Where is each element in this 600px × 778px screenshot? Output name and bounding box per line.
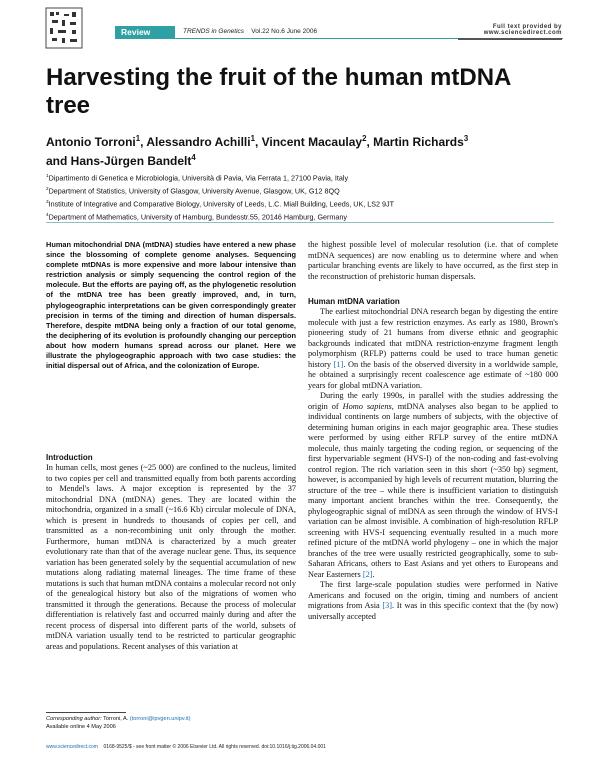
journal-name: TRENDS in Genetics bbox=[183, 28, 245, 35]
author-sup: 2 bbox=[362, 134, 367, 143]
journal-logo-icon bbox=[44, 6, 84, 50]
author-list: Antonio Torroni$^1$, Alessandro Achilli$^1$, Vincent Macaulay$^2$, Martin Richards$^3$ and Hans-Jürgen Bandelt$^4$ bbox=[46, 134, 469, 168]
affiliation: $^4$Department of Mathematics, University of Hamburg, Bundesstr.55, 20146 Hamburg, Germany bbox=[46, 211, 348, 222]
author-name: Alessandro Achilli bbox=[146, 135, 251, 149]
author-email-link[interactable]: (torroni@ipvgen.unipv.it) bbox=[129, 716, 191, 722]
abstract: Human mitochondrial DNA (mtDNA) studies have entered a new phase since the blossoming of complete genome analyses. Sequencing complete mtDNAs is more expensive and more labour intensive than restriction analysis or simply sequencing the control region of the molecule. But the efforts are paying off, as the phylogenetic resolution of the mtDNA tree has been greatly improved, and, in turn, phylogeographic interpretations can be given correspondingly greater precision in terms of the timing and direction of human dispersals. Therefore, despite mtDNA being only a fraction of our total genome, the deciphering of its evolution is profoundly changing our perception about how modern humans spread across our planet. Here we illustrate the phylogeographic approach with two case studies: the initial dispersal out of Africa, and the colonization of Europe. bbox=[46, 240, 296, 371]
variation-heading: Human mtDNA variation bbox=[308, 297, 400, 306]
footnote-label: Corresponding author: bbox=[46, 716, 102, 722]
section-divider bbox=[46, 222, 554, 223]
volume-issue: Vol.22 No.6 June 2006 bbox=[251, 28, 318, 35]
intro-text: In human cells, most genes (~25 000) are confined to the nucleus, limited to two copies per cell and transmitted equally from both parents according to Mendel's laws. A major exception is represented by the 37 mitochondrial DNA (mtDNA) genes. They are located within the mitochondria, organized in a small (~16.6 Kb) circular molecule of DNA, which is present in hundreds to thousands of copies per cell, and transmitted as a non-recombining unit only through the mother. Furthermore, human mtDNA is characterized by a much greater evolutionary rate than that of the average nuclear gene. Thus, its sequence variation has been generated solely by the sequential accumulation of new mutations along radiating maternal lineages. The time frame of these mutations is such that human mtDNA contains a molecular record not only of the genealogical history but also of the migrations of women who transmitted it through the generations. Because the process of molecular differentiation is relatively fast and occurred mainly during and after the recent process of dispersal into different parts of the world, subsets of mtDNA variation usually tend to be restricted to particular geographic areas and populations. Recent analyses of this variation at bbox=[46, 463, 296, 651]
footnote bbox=[46, 715, 296, 731]
affiliation: $^2$Department of Statistics, University of Glasgow, University Avenue, Glasgow, UK, G12 8QQ bbox=[46, 185, 340, 196]
affiliation: $^1$Dipartimento di Genetica e Microbiologia, Università di Pavia, Via Ferrata 1, 27100 Pavia, Italy bbox=[46, 173, 349, 183]
right-column bbox=[308, 240, 558, 622]
available-online: Available online 4 May 2006 bbox=[46, 724, 116, 730]
footer-site-link[interactable]: www.sciencedirect.com bbox=[46, 744, 98, 750]
author-sup: 1 bbox=[250, 134, 255, 143]
author-sup: 4 bbox=[191, 153, 196, 162]
affiliations bbox=[46, 171, 566, 223]
citation-link[interactable]: [3] bbox=[382, 601, 393, 610]
page-footer bbox=[46, 743, 558, 751]
publisher-logo-bar bbox=[458, 38, 562, 40]
author-name: Antonio Torroni bbox=[46, 135, 136, 149]
body-paragraph: The first large-scale population studies were performed in Native Americans and focused on the origin, timing and numbers of ancient migrations from Asia [3]. It was in this specific context that the (by now) universally accepted bbox=[308, 580, 558, 621]
publisher-logo-text: Full text provided by www.sciencedirect.com bbox=[483, 24, 562, 36]
article-title: Harvesting the fruit of the human mtDNA tree bbox=[46, 64, 511, 119]
citation-link[interactable]: [1] bbox=[333, 359, 344, 369]
affiliation: $^3$Institute of Integrative and Comparative Biology, University of Leeds, L.C. Miall Building, Leeds, UK, LS2 9JT bbox=[46, 198, 395, 209]
author-name: Vincent Macaulay bbox=[261, 135, 363, 149]
footnote-rule bbox=[46, 712, 126, 713]
author-name: Hans-Jürgen Bandelt bbox=[70, 154, 192, 168]
publisher-logo bbox=[458, 24, 562, 40]
footnote-author: Torroni, A. bbox=[103, 716, 129, 722]
author-sup: 1 bbox=[135, 134, 141, 143]
body-paragraph: During the early 1990s, in parallel with the studies addressing the origin of Homo sapiens, mtDNA analyses also began to be applied to individual continents on large numbers of subjects, with the objective of determining human origins in each major geographic area. These studies were performed by using either RFLP survey of the entire mtDNA molecule, thus mainly targeting the coding region, or sequencing of the first hypervariable segment (HVS-I) of the non-coding and fast-evolving control region. The rich variation seen in this short (~350 bp) segment, however, is accompanied by high levels of recurrent mutation, blurring the structure of the tree – while there is insufficient variation to distinguish many important ancient branches within the tree. Consequently, the phylogeographic signal of mtDNA as seen through the window of HVS-I variation can be almost invisible. A combination of high-resolution RFLP screening with HVS-I sequencing eventually resulted in a much more refined picture of the mtDNA world phylogeny – one in which the major branches of the tree were usually restricted geographically, some to sub-Saharan Africans, others to East Asians and yet others to Europeans and Near Easterners [2]. bbox=[308, 391, 558, 579]
author-sup: 3 bbox=[463, 134, 469, 143]
footer-info: 0168-9525/$ - see front matter © 2006 Elsevier Ltd. All rights reserved. doi:10.1016/j.tig.2006.04.001 bbox=[103, 744, 326, 750]
section-label: Review bbox=[115, 26, 175, 38]
citation-link[interactable]: [2] bbox=[362, 569, 373, 579]
intro-heading: Introduction bbox=[46, 453, 93, 462]
journal-citation bbox=[183, 26, 317, 38]
body-paragraph: The earliest mitochondrial DNA research began by digesting the entire molecule with just a few restriction enzymes. As early as 1980, Brown's pioneering study of 21 humans from diverse ethnic and geographic backgrounds indicated that mtDNA restriction-enzyme fragment length polymorphism (RFLP) patterns could be used to trace human genetic history [1]. On the basis of the observed diversity in a worldwide sample, he obtained a surprisingly recent coalescence age estimate of ~180 000 years for global mtDNA variation. bbox=[308, 307, 558, 390]
body-paragraph: the highest possible level of molecular resolution (i.e. that of complete mtDNA sequences) are now enabling us to determine where and when particular branching events are likely to have occurred, as the first step in the reconstruction of prehistoric human dispersals. bbox=[308, 240, 558, 281]
author-name: Martin Richards bbox=[373, 135, 464, 149]
